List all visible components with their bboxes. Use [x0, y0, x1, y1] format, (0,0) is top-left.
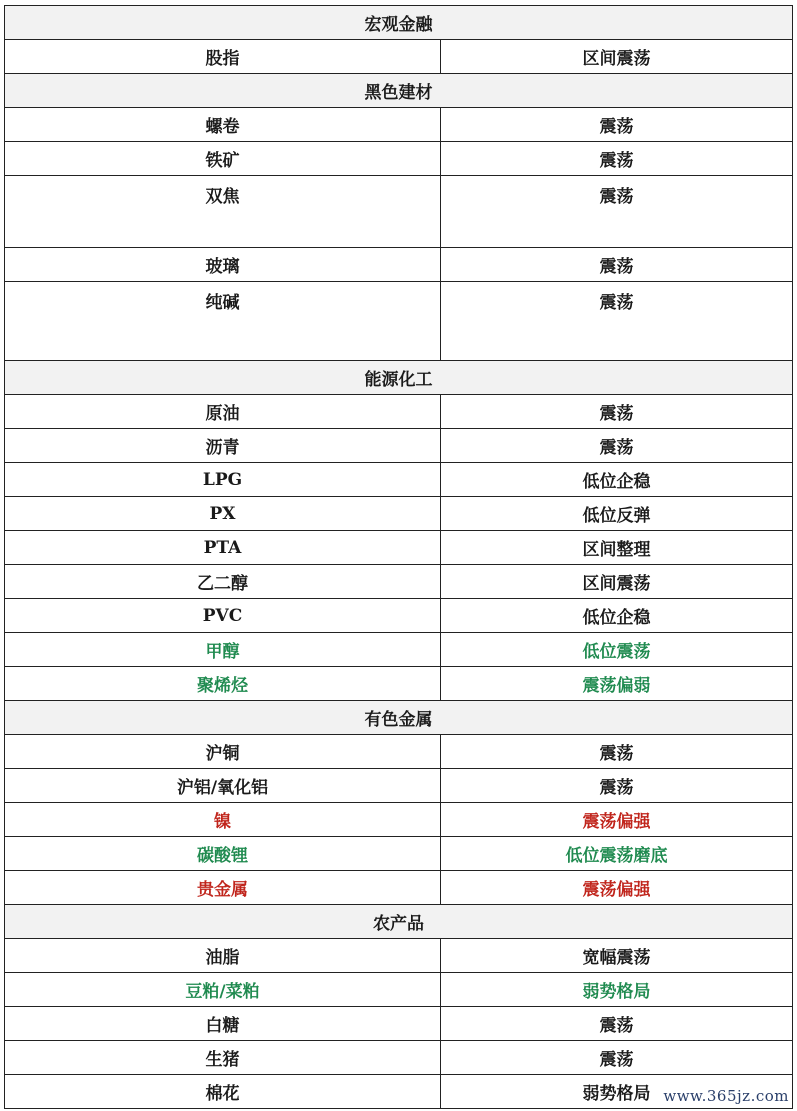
table-row: [5, 176, 793, 248]
outlook-view: 震荡: [441, 1041, 793, 1075]
commodity-name: PVC: [5, 599, 441, 633]
outlook-view: 震荡: [441, 142, 793, 176]
table-row: [5, 565, 793, 599]
commodity-name: 玻璃: [5, 248, 441, 282]
commodity-name: 油脂: [5, 939, 441, 973]
section-header-ferrous: [5, 74, 793, 108]
market-outlook-table: [4, 5, 793, 1109]
outlook-view: 震荡: [441, 176, 793, 248]
table-row: [5, 1041, 793, 1075]
section-header-energy: [5, 361, 793, 395]
outlook-view: 震荡偏强: [441, 803, 793, 837]
outlook-view: 低位企稳: [441, 599, 793, 633]
table-row: [5, 282, 793, 361]
table-row: [5, 871, 793, 905]
commodity-name: 聚烯烃: [5, 667, 441, 701]
commodity-name: 镍: [5, 803, 441, 837]
section-title: 能源化工: [5, 361, 793, 395]
outlook-view: 震荡: [441, 108, 793, 142]
outlook-view: 低位震荡: [441, 633, 793, 667]
table-row: [5, 463, 793, 497]
outlook-view: 区间整理: [441, 531, 793, 565]
table-row: [5, 667, 793, 701]
commodity-name: PTA: [5, 531, 441, 565]
table-row: [5, 531, 793, 565]
outlook-view: 震荡偏弱: [441, 667, 793, 701]
outlook-view: 低位反弹: [441, 497, 793, 531]
table-row: [5, 599, 793, 633]
table-row: [5, 633, 793, 667]
table-row: [5, 939, 793, 973]
commodity-name: 铁矿: [5, 142, 441, 176]
outlook-view: 震荡: [441, 282, 793, 361]
commodity-name: 碳酸锂: [5, 837, 441, 871]
commodity-name: 生猪: [5, 1041, 441, 1075]
commodity-name: 棉花: [5, 1075, 441, 1109]
commodity-name: 沪铝/氧化铝: [5, 769, 441, 803]
table-row: [5, 769, 793, 803]
table-row: [5, 735, 793, 769]
section-header-agriculture: [5, 905, 793, 939]
commodity-name: 双焦: [5, 176, 441, 248]
outlook-view: 震荡: [441, 769, 793, 803]
outlook-view: 区间震荡: [441, 565, 793, 599]
outlook-view: 震荡: [441, 1007, 793, 1041]
section-header-nonferrous: [5, 701, 793, 735]
table-row: [5, 395, 793, 429]
table-row: [5, 40, 793, 74]
commodity-name: 股指: [5, 40, 441, 74]
commodity-name: 沪铜: [5, 735, 441, 769]
commodity-name: 贵金属: [5, 871, 441, 905]
outlook-view: 低位企稳: [441, 463, 793, 497]
table-row: [5, 803, 793, 837]
table-row: [5, 429, 793, 463]
commodity-name: 螺卷: [5, 108, 441, 142]
commodity-name: 白糖: [5, 1007, 441, 1041]
commodity-name: 乙二醇: [5, 565, 441, 599]
table-row: [5, 108, 793, 142]
table-row: [5, 142, 793, 176]
section-title: 农产品: [5, 905, 793, 939]
outlook-view: 震荡偏强: [441, 871, 793, 905]
commodity-name: 沥青: [5, 429, 441, 463]
outlook-view: 震荡: [441, 395, 793, 429]
section-title: 黑色建材: [5, 74, 793, 108]
table-row: [5, 1007, 793, 1041]
table-row: [5, 497, 793, 531]
table-row: [5, 837, 793, 871]
commodity-name: 豆粕/菜粕: [5, 973, 441, 1007]
outlook-view: 区间震荡: [441, 40, 793, 74]
section-title: 有色金属: [5, 701, 793, 735]
outlook-view: 震荡: [441, 735, 793, 769]
commodity-name: LPG: [5, 463, 441, 497]
outlook-view: 弱势格局: [441, 973, 793, 1007]
outlook-view: 震荡: [441, 429, 793, 463]
outlook-view: 震荡: [441, 248, 793, 282]
table-row: [5, 973, 793, 1007]
outlook-view: 宽幅震荡: [441, 939, 793, 973]
outlook-view: 低位震荡磨底: [441, 837, 793, 871]
section-title: 宏观金融: [5, 6, 793, 40]
site-watermark: www.365jz.com: [663, 1087, 789, 1105]
outlook-view: 弱势格局: [441, 1075, 793, 1109]
commodity-name: 纯碱: [5, 282, 441, 361]
commodity-name: 甲醇: [5, 633, 441, 667]
commodity-name: PX: [5, 497, 441, 531]
commodity-name: 原油: [5, 395, 441, 429]
section-header-macro: [5, 6, 793, 40]
table-row: [5, 248, 793, 282]
